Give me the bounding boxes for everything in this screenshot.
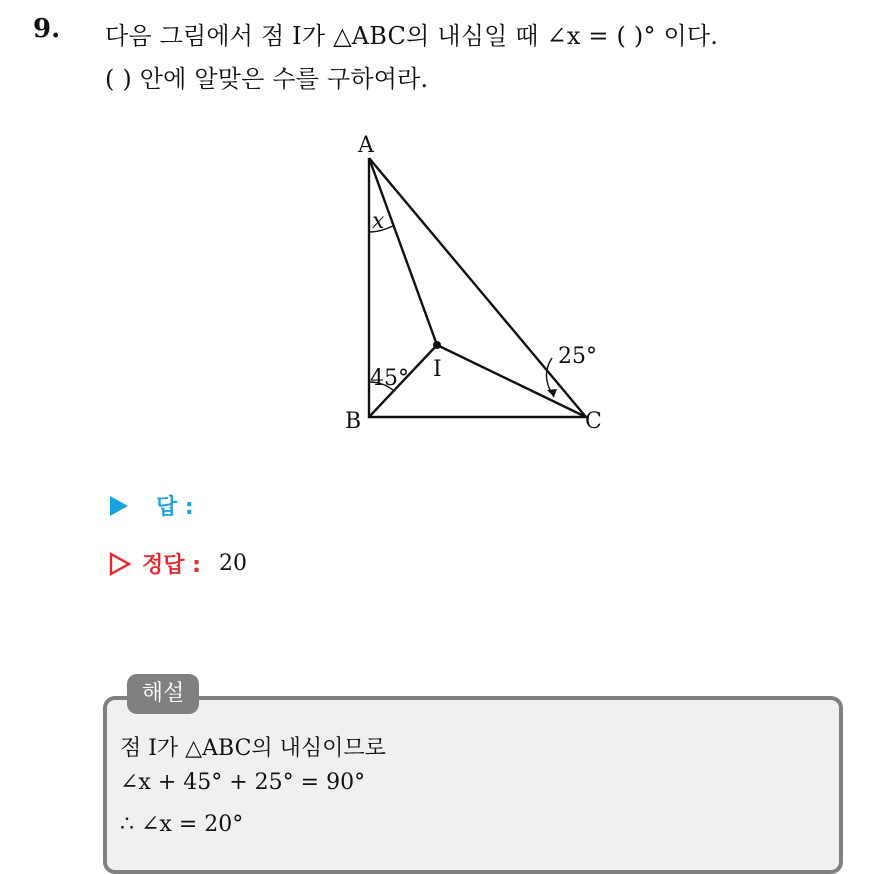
- correct-answer-row: [108, 548, 247, 579]
- answer-label: 답 :: [156, 495, 194, 520]
- angle-arrow-c: [547, 389, 557, 397]
- outline-triangle-icon: [108, 551, 132, 577]
- incenter-point: [433, 341, 441, 349]
- label-a: A: [358, 133, 374, 158]
- correct-answer-value: 20: [218, 551, 247, 576]
- label-x: x: [372, 209, 385, 234]
- question-text-line2: ( ) 안에 알맞은 수를 구하여라.: [105, 65, 429, 93]
- label-angle-c: 25°: [558, 344, 597, 369]
- correct-answer-label: 정답 :: [142, 553, 201, 578]
- label-angle-b: 45°: [370, 366, 409, 391]
- label-b: B: [345, 409, 362, 434]
- answer-row: [108, 490, 194, 521]
- solution-line3: ∴ ∠x = 20°: [120, 812, 244, 837]
- segment-ai: [369, 158, 437, 345]
- label-c: C: [585, 409, 602, 434]
- triangle-figure: [330, 120, 630, 440]
- solution-tag: 해설: [127, 674, 199, 714]
- solution-line1: 점 I가 △ABC의 내심이므로: [120, 736, 386, 761]
- label-i: I: [433, 357, 442, 382]
- play-triangle-icon: [108, 494, 130, 518]
- question-text-line1: 다음 그림에서 점 I가 △ABC의 내심일 때 ∠x = ( )° 이다.: [105, 22, 719, 50]
- triangle-diagram: [330, 120, 630, 440]
- question-number: 9.: [33, 14, 61, 44]
- solution-line2: ∠x + 45° + 25° = 90°: [120, 770, 366, 795]
